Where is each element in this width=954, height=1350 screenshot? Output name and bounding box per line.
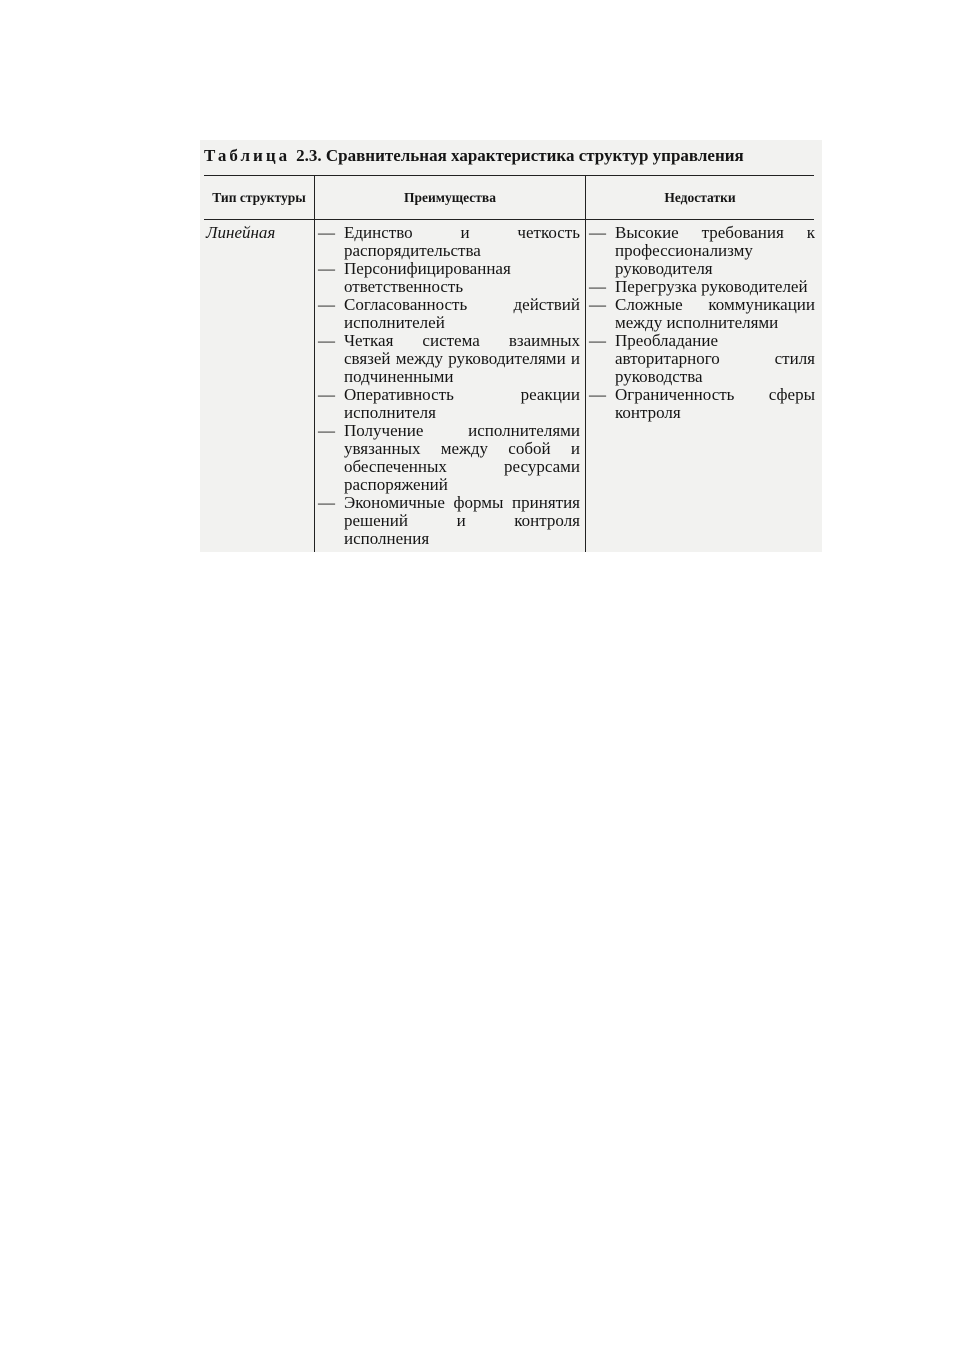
caption-label: Таблица <box>204 146 291 165</box>
header-disadvantages: Недостатки <box>664 190 736 205</box>
disadvantage-item: — Высокие требования к профессионализму руководителя <box>589 223 815 278</box>
advantage-text: Оперативность реакции исполнителя <box>344 385 580 422</box>
advantage-item: — Единство и четкость распорядительства <box>318 223 580 260</box>
structure-type-cell: Линейная <box>206 223 276 242</box>
disadvantage-item: — Ограниченность сферы контроля <box>589 385 815 422</box>
header-structure-type: Тип структуры <box>212 190 306 205</box>
advantage-item: — Четкая система взаимных связей между руководителями и подчиненными <box>318 331 580 386</box>
disadvantage-text: Преобладание авторитарного стиля руководства <box>615 331 815 386</box>
advantage-item: — Получение исполнителями увязанных между собой и обеспеченных ресурсами распоряжений <box>318 421 580 494</box>
table-header-rule <box>204 219 814 220</box>
advantage-item: — Оперативность реакции исполнителя <box>318 385 580 422</box>
header-advantages: Преимущества <box>404 190 496 205</box>
disadvantage-text: Сложные коммуникации между исполнителями <box>615 295 815 332</box>
disadvantage-text: Высокие требования к профессионализму руководителя <box>615 223 815 278</box>
table-caption <box>204 146 818 166</box>
column-divider-2 <box>585 175 586 552</box>
disadvantage-text: Ограниченность сферы контроля <box>615 385 815 422</box>
advantage-text: Получение исполнителями увязанных между собой и обеспеченных ресурсами распоряжений <box>344 421 580 494</box>
advantage-text: Четкая система взаимных связей между руководителями и подчиненными <box>344 331 580 386</box>
disadvantages-list <box>589 224 815 422</box>
advantage-text: Персонифицированная ответственность <box>344 259 511 296</box>
caption-text: 2.3. Сравнительная характеристика структур управления <box>296 146 744 165</box>
column-divider-1 <box>314 175 315 552</box>
advantage-item: — Персонифицированная ответственность <box>318 260 580 296</box>
advantage-text: Экономичные формы принятия решений и контроля исполнения <box>344 493 580 548</box>
advantage-item: — Экономичные формы принятия решений и контроля исполнения <box>318 493 580 548</box>
scanned-table-page <box>200 140 822 552</box>
disadvantage-item: — Сложные коммуникации между исполнителями <box>589 295 815 332</box>
advantage-item: — Согласованность действий исполнителей <box>318 295 580 332</box>
advantages-list <box>318 224 580 548</box>
advantage-text: Единство и четкость распорядительства <box>344 223 580 260</box>
disadvantage-text: Перегрузка руководителей <box>615 277 808 296</box>
disadvantage-item: — Преобладание авторитарного стиля руководства <box>589 331 815 386</box>
disadvantage-item: — Перегрузка руководителей <box>589 278 815 296</box>
advantage-text: Согласованность действий исполнителей <box>344 295 580 332</box>
